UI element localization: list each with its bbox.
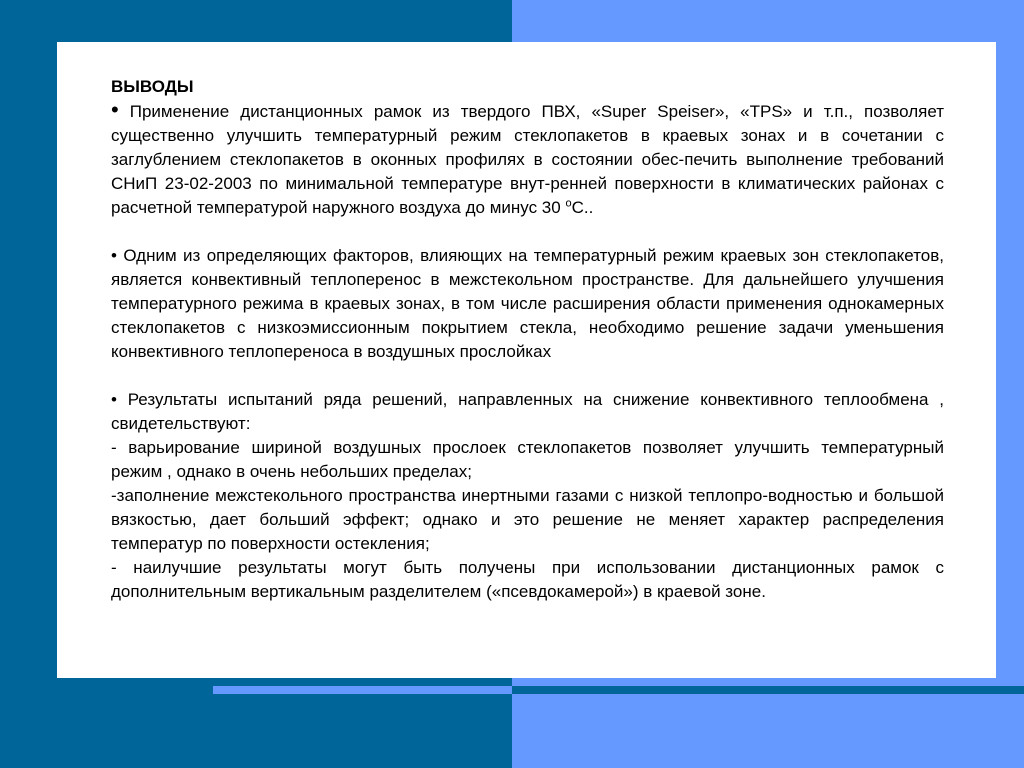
accent-stripe-dark xyxy=(512,686,1024,694)
bullet-marker: • xyxy=(111,97,119,122)
accent-stripe-light xyxy=(213,686,512,694)
degree-superscript: о xyxy=(565,197,572,210)
paragraph-spacer xyxy=(111,364,944,388)
conclusion-paragraph-2: • Одним из определяющих факторов, влияющих на температурный режим краевых зон стеклопакетов, является конвективный теплоперенос в межстекольном пространстве. Для дальнейшего улучшения температурного режима в краевых зонах, в том числе расширения области применения однокамерных стеклопакетов с низкоэмиссионным покрытием стекла, необходимо решение задачи уменьшения конвективного теплопереноса в воздушных прослойках xyxy=(111,246,944,361)
paragraph-1-unit: С.. xyxy=(571,198,594,217)
paragraph-spacer xyxy=(111,220,944,244)
slide-content-card xyxy=(57,42,996,678)
result-item-1: - варьирование шириной воздушных прослоек стеклопакетов позволяет улучшить температурный режим , однако в очень небольших пределах; xyxy=(111,438,944,481)
conclusion-paragraph-3: • Результаты испытаний ряда решений, направленных на снижение конвективного теплообмена , свидетельствуют: xyxy=(111,390,944,433)
paragraph-1-text: Применение дистанционных рамок из твердого ПВХ, «Super Speiser», «TPS» и т.п., позволяет существенно улучшить температурный режим стеклопакетов в краевых зонах и в сочетании с заглублением стеклопакетов в оконных профилях в состоянии обес-печить выполнение требований СНиП 23-02-2003 по минимальной температуре внут-ренней поверхности в климатических районах с расчетной температурой наружного воздуха до минус 30 xyxy=(111,102,944,217)
result-item-3: - наилучшие результаты могут быть получены при использовании дистанционных рамок с дополнительным вертикальным разделителем («псевдокамерой») в краевой зоне. xyxy=(111,558,944,601)
slide-title: ВЫВОДЫ xyxy=(111,77,194,96)
conclusion-paragraph-1 xyxy=(111,97,944,220)
result-item-2: -заполнение межстекольного пространства инертными газами с низкой теплопро-водностью и большой вязкостью, дает больший эффект; однако и это решение не меняет характер распределения температур по поверхности остекления; xyxy=(111,486,944,553)
